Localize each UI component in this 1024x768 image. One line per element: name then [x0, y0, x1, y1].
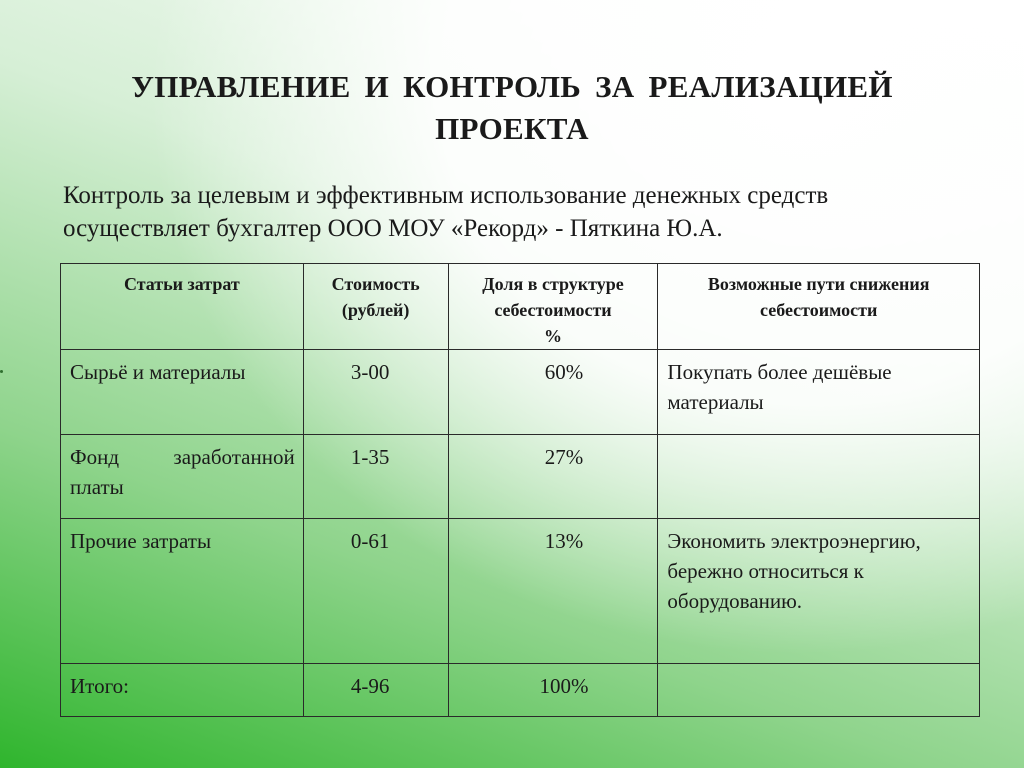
intro-paragraph — [63, 179, 983, 245]
intro-line-2: осуществляет бухгалтер ООО МОУ «Рекорд» - Пяткина Ю.А. — [63, 215, 723, 242]
cell-cost: 3-00 — [303, 350, 448, 435]
cell-share: 13% — [448, 519, 658, 664]
cell-reduction-way — [658, 435, 980, 519]
header-share-line-2: себестоимости — [494, 300, 612, 320]
table-row — [61, 435, 980, 519]
cell-cost-item: Сырьё и материалы — [61, 350, 304, 435]
cell-total-share: 100% — [448, 664, 658, 717]
table-row — [61, 350, 980, 435]
cell-total-reduction-way — [658, 664, 980, 717]
cell-reduction-way: Экономить электроэнергию, бережно относиться к оборудованию. — [658, 519, 980, 664]
cell-reduction-way: Покупать более дешёвые материалы — [658, 350, 980, 435]
table-total-row — [61, 664, 980, 717]
cell-total-label: Итого: — [61, 664, 304, 717]
header-ways-line-1: Возможные пути снижения — [707, 274, 930, 294]
header-reduction-ways — [658, 264, 980, 350]
header-cost-item-label: Статьи затрат — [123, 274, 240, 294]
slide-title — [60, 66, 964, 150]
bullet-dot-icon — [0, 370, 3, 373]
cell-cost: 1-35 — [303, 435, 448, 519]
slide-title-line-1: УПРАВЛЕНИЕ И КОНТРОЛЬ ЗА РЕАЛИЗАЦИЕЙ — [131, 69, 893, 104]
cell-cost-item: Фонд заработанной платы — [61, 435, 304, 519]
intro-line-1: Контроль за целевым и эффективным использование денежных средств — [63, 182, 829, 209]
header-share — [448, 264, 658, 350]
cell-cost-item: Прочие затраты — [61, 519, 304, 664]
cell-cost: 0-61 — [303, 519, 448, 664]
slide-title-line-2: ПРОЕКТА — [435, 111, 589, 146]
cell-share: 27% — [448, 435, 658, 519]
header-cost-line-2: (рублей) — [341, 300, 410, 320]
header-ways-line-2: себестоимости — [760, 300, 878, 320]
header-share-line-1: Доля в структуре — [482, 274, 624, 294]
cost-structure-table — [60, 263, 980, 717]
table-row — [61, 519, 980, 664]
header-cost-item — [61, 264, 304, 350]
cell-share: 60% — [448, 350, 658, 435]
header-cost — [303, 264, 448, 350]
table-header-row — [61, 264, 980, 350]
header-share-line-3: % — [544, 326, 562, 346]
header-cost-line-1: Стоимость — [331, 274, 420, 294]
cell-total-cost: 4-96 — [303, 664, 448, 717]
